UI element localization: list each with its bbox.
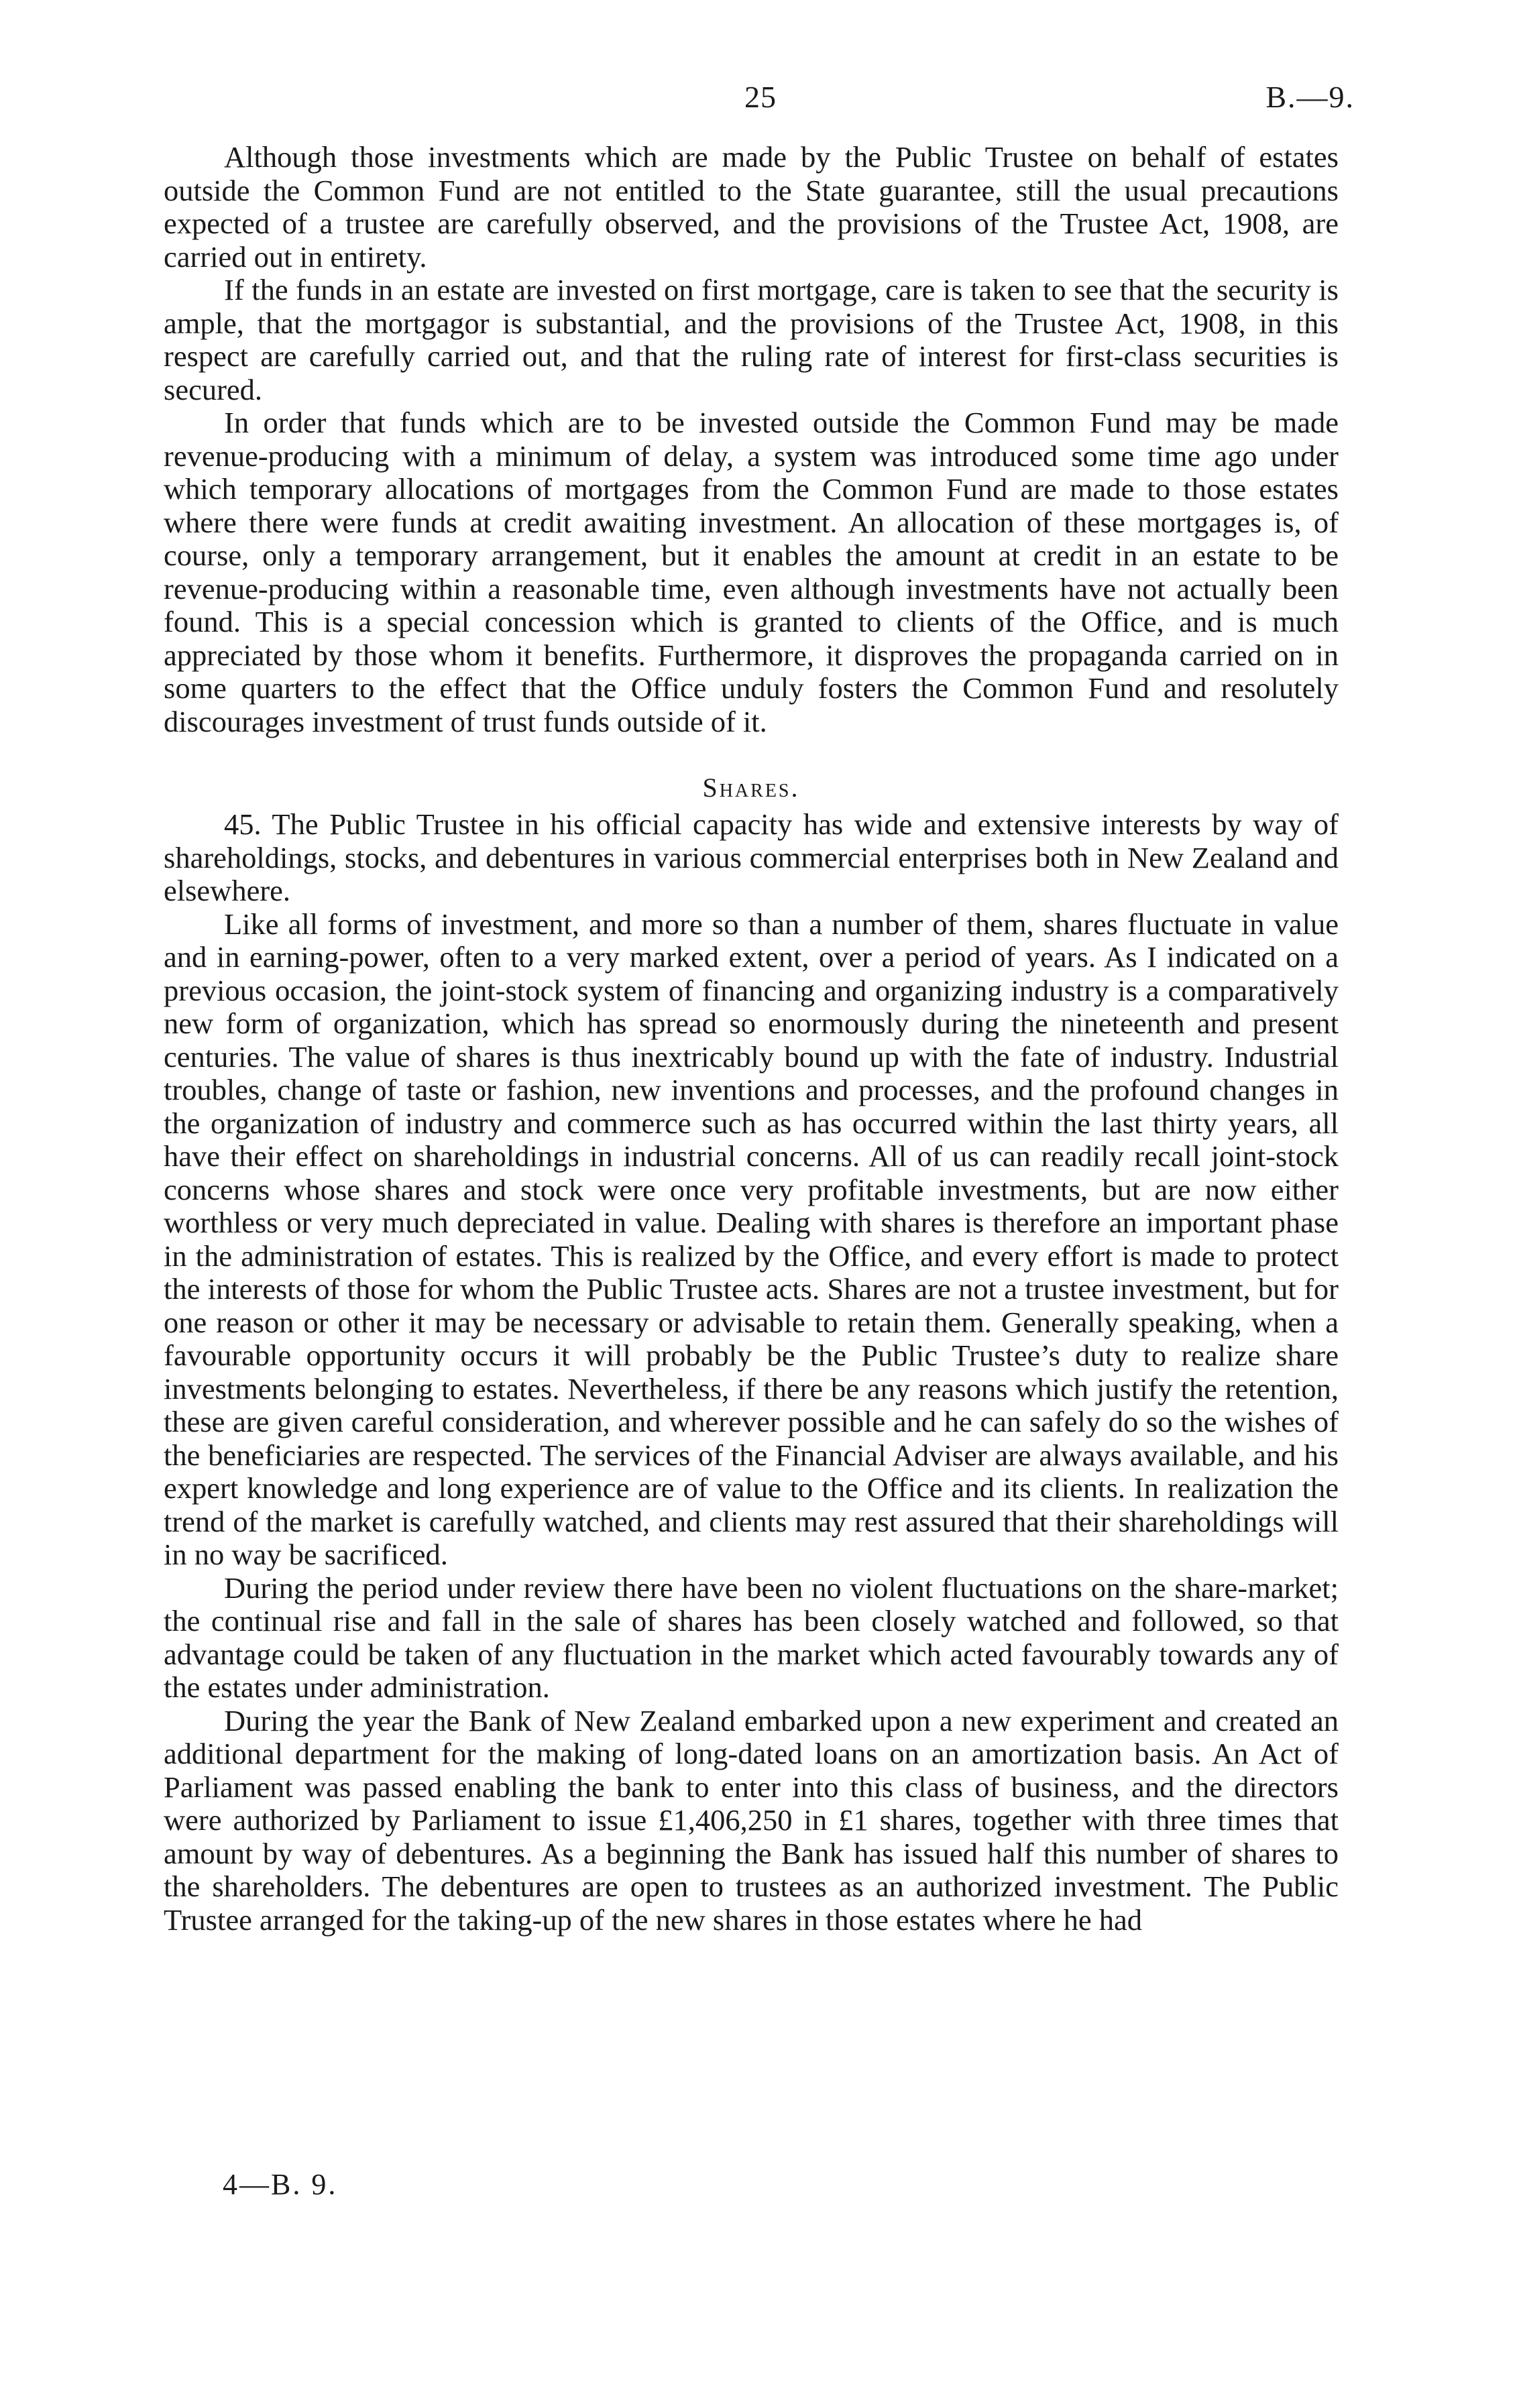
document-series-reference: B.—9.	[1265, 80, 1355, 114]
paragraph-official-capacity: 45. The Public Trustee in his official capacity has wide and extensive interests by way of shareholdings, stocks, and debentures in various commercial enterprises both in New Zealand and elsewhere.	[164, 807, 1339, 907]
page-number: 25	[744, 80, 777, 114]
page-signature: 4—B. 9.	[223, 2168, 338, 2201]
document-body	[164, 141, 1339, 1937]
paragraph-share-market-review: During the period under review there have been no violent fluctuations on the share-market; the continual rise and fall in the sale of shares has been closely watched and followed, so that advantage could be taken of any fluctuation in the market which acted favourably towards any of the estates under administration.	[164, 1570, 1339, 1704]
paragraph-bank-of-new-zealand: During the year the Bank of New Zealand embarked upon a new experiment and created an additional department for the making of long-dated loans on an amortization basis. An Act of Parliament was passed enabling the bank to enter into this class of business, and the directors were authorized by Parliament to issue £1,406,250 in £1 shares, together with three times that amount by way of debentures. As a beginning the Bank has issued half this number of shares to the shareholders. The debentures are open to trustees as an authorized investment. The Public Trustee arranged for the taking-up of the new shares in those estates where he had	[164, 1703, 1339, 1937]
section-heading-shares: Shares.	[702, 772, 800, 803]
paragraph-share-fluctuation: Like all forms of investment, and more so than a number of them, shares fluctuate in value and in earning-power, often to a very marked extent, over a period of years. As I indicated on a previous occasion, the joint-stock system of financing and organizing industry is a comparatively new form of organization, which has spread so enormously during the nineteenth and present centuries. The value of shares is thus inextricably bound up with the fate of industry. Industrial troubles, change of taste or fashion, new inventions and processes, and the profound changes in the organization of industry and commerce such as has occurred within the last thirty years, all have their effect on shareholdings in industrial concerns. All of us can readily recall joint-stock concerns whose shares and stock were once very profitable investments, but are now either worthless or very much depreciated in value. Dealing with shares is therefore an important phase in the administration of estates. This is realized by the Office, and every effort is made to protect the interests of those for whom the Public Trustee acts. Shares are not a trustee investment, but for one reason or other it may be necessary or advisable to retain them. Generally speaking, when a favourable opportunity occurs it will probably be the Public Trustee’s duty to realize share investments belonging to estates. Nevertheless, if there be any reasons which justify the retention, these are given careful consideration, and wherever possible and he can safely do so the wishes of the beneficiaries are respected. The services of the Financial Adviser are always available, and his expert knowledge and long experience are of value to the Office and its clients. In realization the trend of the market is carefully watched, and clients may rest assured that their shareholdings will in no way be sacrificed.	[164, 907, 1339, 1571]
paragraph-temporary-allocations: In order that funds which are to be invested outside the Common Fund may be made revenue-producing with a minimum of delay, a system was introduced some time ago under which temporary allocations of mortgages from the Common Fund are made to those estates where there were funds at credit awaiting investment. An allocation of these mortgages is, of course, only a temporary arrangement, but it enables the amount at credit in an estate to be revenue-producing within a reasonable time, even although investments have not actually been found. This is a special concession which is granted to clients of the Office, and is much appreciated by those whom it benefits. Furthermore, it disproves the propaganda carried on in some quarters to the effect that the Office unduly fosters the Common Fund and resolutely discourages investment of trust funds outside of it.	[164, 406, 1339, 738]
paragraph-first-mortgage: If the funds in an estate are invested on first mortgage, care is taken to see that the security is ample, that the mortgagor is substantial, and the provisions of the Trustee Act, 1908, in this respect are carefully carried out, and that the ruling rate of interest for first-class securities is secured.	[164, 273, 1339, 406]
paragraph-trustee-guarantee: Although those investments which are made by the Public Trustee on behalf of estates outside the Common Fund are not entitled to the State guarantee, still the usual precautions expected of a trustee are carefully observed, and the provisions of the Trustee Act, 1908, are carried out in entirety.	[164, 140, 1339, 274]
